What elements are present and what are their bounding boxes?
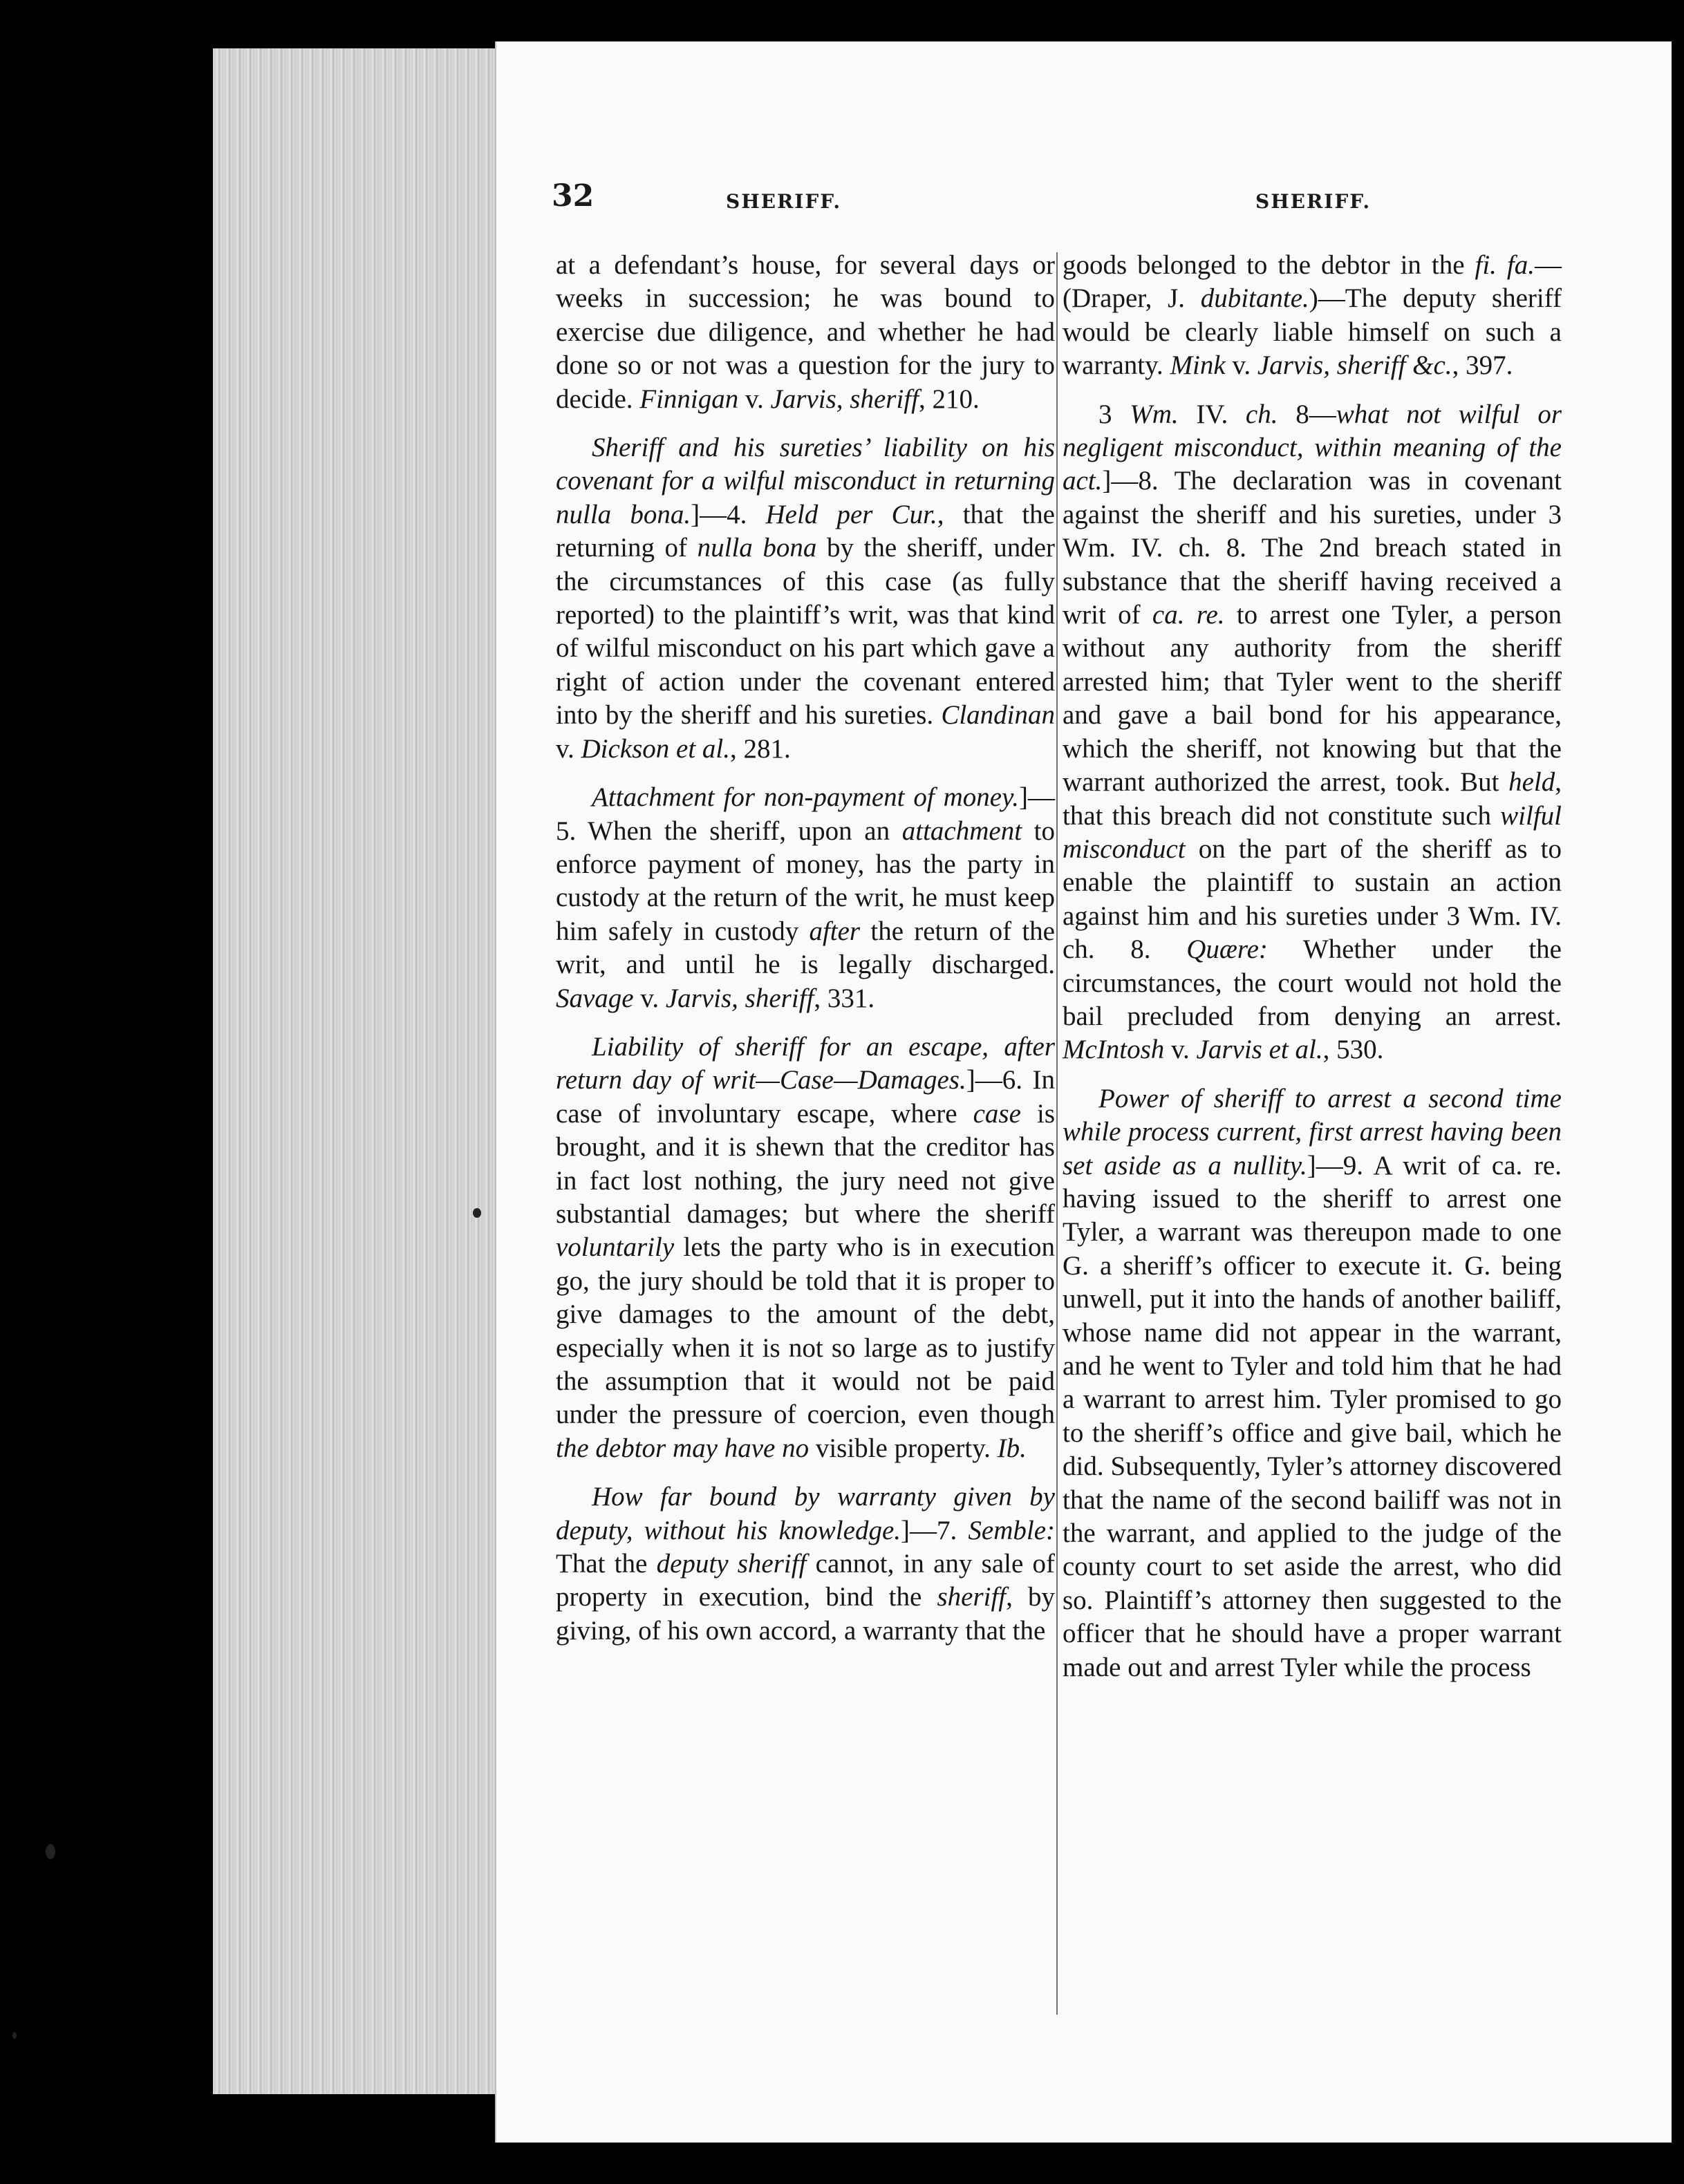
paragraph (1063, 1082, 1562, 1684)
text-run: , 210. (918, 384, 980, 414)
text-run: ]—8. The declaration was in covenant against the sheriff and his sureties, under 3 Wm. IV. ch. 8. The 2nd breach stated in substance that the sheriff having received a writ of (1063, 466, 1562, 630)
scan-speck (12, 2032, 17, 2039)
text-run: )—The deputy sheriff would be clearly liable himself on such a warranty. (1063, 283, 1562, 381)
italic-text-run: Finnigan (639, 384, 739, 414)
right-column (1063, 249, 1562, 1700)
text-run: by the sheriff, under the circumstances of this case (as fully reported) to the plaintiff’s writ, was that kind of wilful misconduct on his part which gave a right of action under the covenant entered into by the sheriff and his sureties. (556, 533, 1056, 731)
text-run: on the part of the sheriff as to enable the plaintiff to sustain an action against him and his sureties under 3 Wm. IV. ch. 8. (1063, 834, 1562, 965)
page-edges-stack (213, 48, 505, 2094)
italic-text-run: Quære: (1186, 934, 1268, 965)
italic-text-run: Sheriff and his sureties’ liability on his covenant for a wilful misconduct in returning nulla bona. (556, 433, 1055, 529)
text-run: ]—7. (901, 1515, 969, 1545)
italic-text-run: no (782, 1433, 810, 1463)
text-run: , 331. (814, 983, 875, 1013)
italic-text-run: after (809, 916, 861, 946)
italic-text-run: Wm. (1130, 399, 1179, 429)
text-run: Whether under the circumstances, the court would not hold the bail precluded from denying an arrest. (1063, 934, 1562, 1031)
italic-text-run: Semble: (968, 1515, 1055, 1545)
running-head-right: SHERIFF. (1255, 190, 1372, 213)
column-divider (1056, 252, 1058, 2015)
italic-text-run: Jarvis, sheriff &c. (1257, 350, 1452, 381)
text-run: , 397. (1452, 350, 1513, 381)
left-column (556, 249, 1055, 1663)
italic-text-run: wilful misconduct (1063, 800, 1562, 864)
text-run: the return of the writ, and until he is legally discharged. (556, 916, 1055, 980)
italic-text-run: Clandinan (941, 700, 1055, 731)
scan-speck (46, 1844, 55, 1859)
text-run: cannot, in any sale of property in execution, bind the (556, 1549, 1055, 1612)
italic-text-run: case (973, 1098, 1021, 1129)
text-run: ]—9. A writ of ca. re. having issued to the sheriff to arrest one Tyler, a warrant was thereupon made to one G. a sheriff’s officer to execute it. G. being unwell, put it into the hands of another bailiff, whose name did not appear in the warrant, and he went to Tyler and told him that he had a warrant to arrest him. Tyler promised to go to the sheriff’s office and give bail, which he did. Subsequently, Tyler’s attorney discovered that the name of the second bailiff was not in the warrant, and applied to the judge of the county court to set aside the arrest, who did so. Plaintiff’s attorney then suggested to the officer that he should have a proper warrant made out and arrest Tyler while the process (1063, 1150, 1562, 1682)
italic-text-run: attachment (901, 816, 1022, 846)
text-run: v. (1225, 350, 1257, 381)
italic-text-run: Attachment for non-payment of money. (592, 782, 1019, 813)
book-page (495, 41, 1672, 2143)
italic-text-run: Mink (1170, 350, 1226, 381)
text-run: is brought, and it is shewn that the creditor has in fact lost nothing, the jury need not give substantial damages; but where the sheriff (556, 1098, 1056, 1229)
italic-text-run: Jarvis, sheriff (770, 384, 919, 414)
paragraph (556, 249, 1055, 416)
italic-text-run: voluntarily (556, 1232, 675, 1263)
text-run: visible property. (809, 1433, 998, 1463)
text-run: IV. (1178, 399, 1246, 429)
italic-text-run: dubitante. (1200, 283, 1309, 314)
text-run: , 281. (730, 733, 791, 764)
text-run: v. (633, 983, 666, 1013)
italic-text-run: Ib. (997, 1433, 1027, 1463)
italic-text-run: nulla bona (697, 533, 817, 563)
paragraph (556, 781, 1055, 1015)
paragraph (1063, 249, 1562, 383)
italic-text-run: sheriff (937, 1582, 1007, 1612)
text-run: goods belonged to the debtor in the (1063, 250, 1475, 280)
italic-text-run: Jarvis, sheriff (665, 983, 814, 1013)
paragraph (556, 1030, 1055, 1465)
text-run: v. (556, 733, 581, 764)
text-run: to arrest one Tyler, a person without any authority from the sheriff arrested him; that Tyler went to the sheriff and gave a bail bond for his appearance, which the sheriff, not knowing but that the warrant authorized the arrest, took. But (1063, 600, 1562, 798)
paragraph (1063, 398, 1562, 1067)
italic-text-run: ch. (1245, 399, 1278, 429)
text-run: That the (556, 1549, 657, 1579)
text-run: to enforce payment of money, has the party in custody at the return of the writ, he must keep him safely in custody (556, 816, 1055, 946)
scan-speck (473, 1208, 481, 1218)
text-run: 3 (1098, 399, 1130, 429)
text-run: 8— (1278, 399, 1336, 429)
text-run: v. (1164, 1035, 1197, 1065)
text-run: , that this breach did not constitute such (1063, 767, 1562, 831)
italic-text-run: Jarvis et al. (1196, 1035, 1323, 1065)
text-run: ]—5. When the sheriff, upon an (556, 782, 1055, 846)
italic-text-run: Savage (556, 983, 634, 1013)
italic-text-run: Liability of sheriff for an escape, after return day of writ—Case—Damages. (556, 1031, 1055, 1095)
text-run: , 530. (1322, 1035, 1384, 1065)
italic-text-run: Dickson et al. (581, 733, 730, 764)
italic-text-run: what not wilful or negligent misconduct, within meaning of the act. (1063, 399, 1562, 496)
page-number: 32 (552, 178, 595, 214)
italic-text-run: ca. re. (1152, 600, 1225, 630)
running-head-left: SHERIFF. (726, 190, 842, 213)
italic-text-run: McIntosh (1063, 1035, 1165, 1065)
text-run: v. (738, 384, 771, 414)
text-run: , that the returning of (556, 499, 1055, 563)
italic-text-run: How far bound by warranty given by deputy, without his knowledge. (556, 1482, 1055, 1545)
text-run: ]—6. In case of involuntary escape, where (556, 1065, 1055, 1129)
italic-text-run: Power of sheriff to arrest a second time while process current, first arrest having been set aside as a nullity. (1063, 1083, 1562, 1180)
paragraph (556, 431, 1055, 766)
text-run: —(Draper, J. (1063, 250, 1562, 314)
text-run: ]—4. (691, 499, 766, 529)
paragraph (556, 1480, 1055, 1648)
italic-text-run: held (1508, 767, 1555, 798)
text-run: , by giving, of his own accord, a warranty that the (556, 1582, 1056, 1646)
italic-text-run: the debtor may have (556, 1433, 776, 1463)
text-run (775, 1433, 782, 1463)
italic-text-run: deputy sheriff (656, 1549, 807, 1579)
italic-text-run: fi. fa. (1475, 250, 1535, 280)
text-run: lets the party who is in execution go, the jury should be told that it is proper to give damages to the amount of the debt, especially when it is not so large as to justify the assumption that it would not be paid under the pressure of coercion, even though (556, 1232, 1055, 1430)
italic-text-run: Held per Cur. (765, 499, 937, 529)
text-run: at a defendant’s house, for several days or weeks in succession; he was bound to exercise due diligence, and whether he had done so or not was a question for the jury to decide. (556, 250, 1055, 414)
